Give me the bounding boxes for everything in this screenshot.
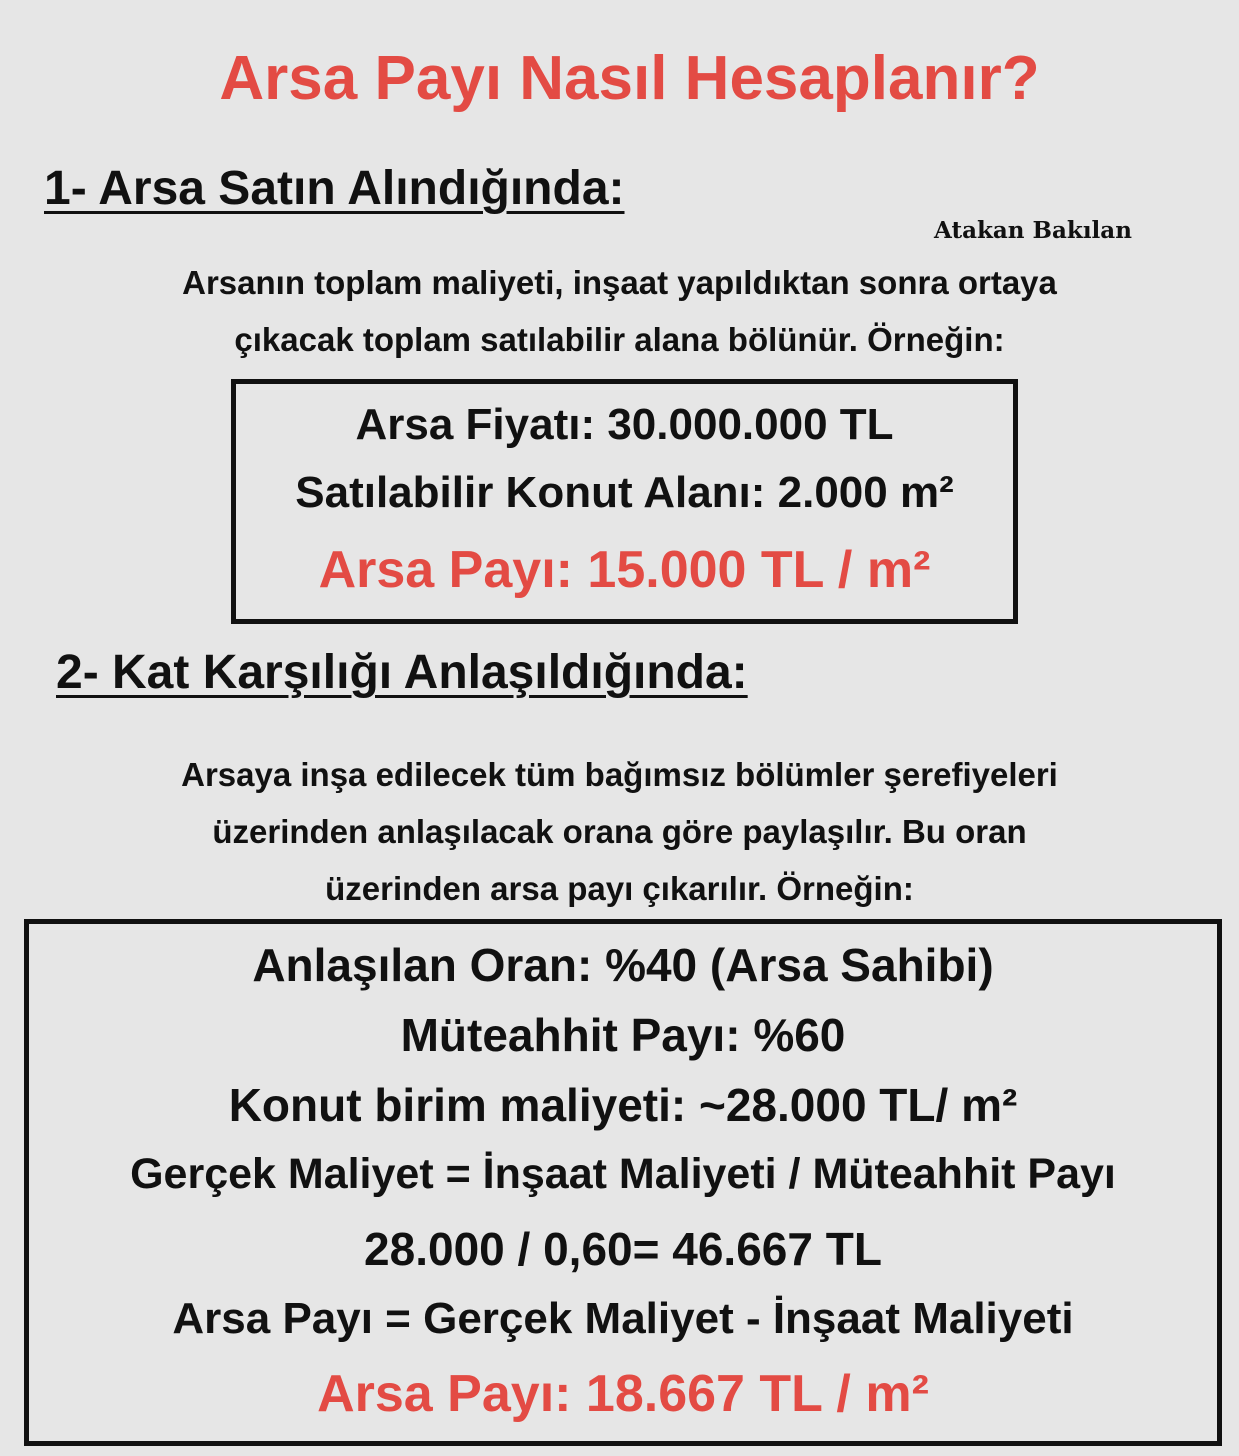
land-share-formula-line: Arsa Payı = Gerçek Maliyet - İnşaat Maliyeti [172, 1294, 1074, 1343]
page-title: Arsa Payı Nasıl Hesaplanır? [219, 44, 1040, 113]
paragraph-line: üzerinden anlaşılacak orana göre paylaşılır. Bu oran [212, 813, 1027, 850]
author-signature: Atakan Bakılan [934, 217, 1132, 244]
example-box-2 [24, 919, 1222, 1446]
calculation-line: 28.000 / 0,60= 46.667 TL [364, 1223, 882, 1275]
land-share-result: Arsa Payı: 18.667 TL / m² [317, 1365, 929, 1423]
sellable-area-line: Satılabilir Konut Alanı: 2.000 m² [295, 468, 954, 517]
paragraph-line: Arsaya inşa edilecek tüm bağımsız bölümler şerefiyeleri [181, 756, 1058, 793]
paragraph-line: çıkacak toplam satılabilir alana bölünür. Örneğin: [234, 321, 1005, 358]
example-box-1 [231, 379, 1018, 624]
land-price-line: Arsa Fiyatı: 30.000.000 TL [355, 400, 894, 449]
section-2-heading: 2- Kat Karşılığı Anlaşıldığında: [56, 646, 748, 699]
section-1-heading: 1- Arsa Satın Alındığında: [44, 162, 625, 215]
section-2-paragraph [0, 746, 1239, 917]
paragraph-line: üzerinden arsa payı çıkarılır. Örneğin: [325, 870, 914, 907]
section-1-paragraph [0, 254, 1239, 368]
land-share-result: Arsa Payı: 15.000 TL / m² [318, 541, 931, 599]
real-cost-formula-line: Gerçek Maliyet = İnşaat Maliyeti / Müteahhit Payı [130, 1150, 1116, 1198]
agreed-ratio-line: Anlaşılan Oran: %40 (Arsa Sahibi) [252, 939, 994, 991]
contractor-share-line: Müteahhit Payı: %60 [400, 1009, 846, 1061]
paragraph-line: Arsanın toplam maliyeti, inşaat yapıldıktan sonra ortaya [182, 264, 1057, 301]
unit-cost-line: Konut birim maliyeti: ~28.000 TL/ m² [228, 1079, 1018, 1131]
